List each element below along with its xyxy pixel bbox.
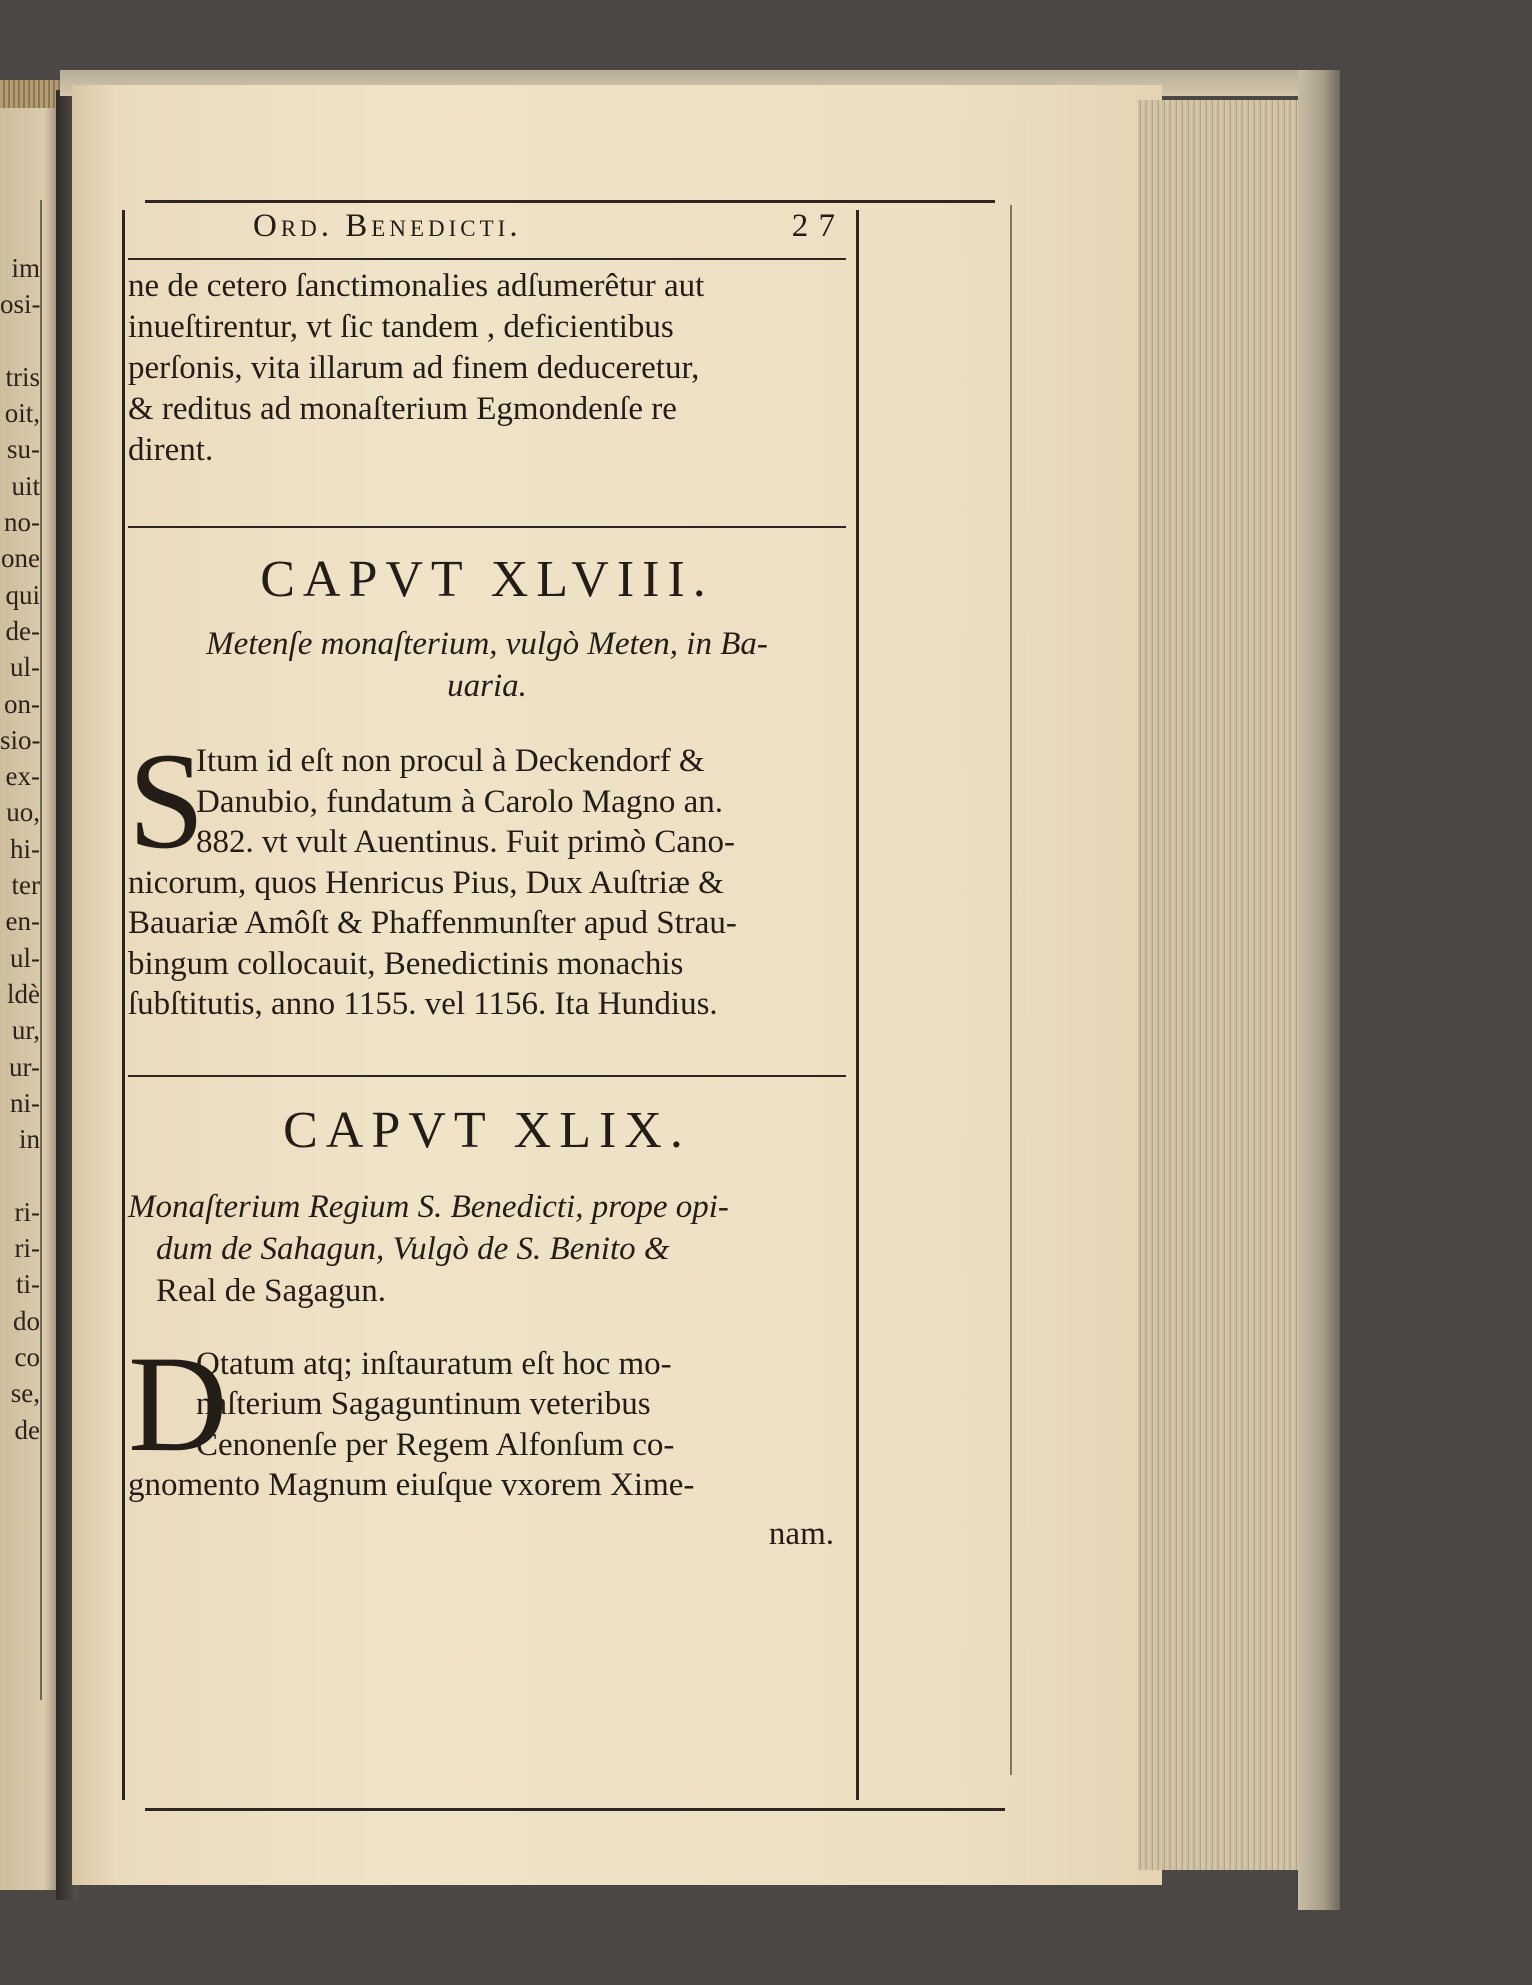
subtitle-line: Metenſe monaſterium, vulgò Meten, in Ba- <box>206 626 768 662</box>
margin-fragment: su- <box>7 434 40 465</box>
text-line: naſterium Sagaguntinum veteribus <box>196 1386 651 1422</box>
margin-fragment <box>0 1157 40 1193</box>
chapter-48-subtitle <box>128 623 846 707</box>
chapter-49-heading: CAPVT XLIX. <box>283 1101 691 1159</box>
text-line: & reditus ad monaſterium Egmondenſe re <box>128 391 677 427</box>
margin-fragment: ur, <box>11 1015 40 1046</box>
margin-fragment: de- <box>5 615 40 646</box>
frame-outer-right-line <box>1010 205 1012 1775</box>
margin-fragment: de <box>14 1414 40 1445</box>
subtitle-line: uaria. <box>447 668 527 704</box>
margin-fragment: ni- <box>10 1087 40 1118</box>
margin-fragment: qui <box>5 579 40 610</box>
page-content <box>128 208 846 1553</box>
margin-fragment: ldè <box>7 978 40 1009</box>
margin-fragment: ri- <box>14 1196 40 1227</box>
margin-fragment: en- <box>5 906 40 937</box>
text-line: bingum collocauit, Benedictinis monachis <box>128 945 684 982</box>
text-line: ſubſtitutis, anno 1155. vel 1156. Ita Hundius. <box>128 986 718 1022</box>
margin-fragment: uo, <box>6 797 40 828</box>
text-line: inueſtirentur, vt ſic tandem , deficientibus <box>128 309 674 345</box>
margin-fragment: oit, <box>4 398 40 429</box>
subtitle-line: Real de Sagagun. <box>156 1272 387 1309</box>
left-page-text-fragments <box>0 250 40 1448</box>
margin-fragment: hi- <box>10 833 40 864</box>
margin-fragment: osi- <box>0 289 40 320</box>
page-stack-edges <box>1138 100 1298 1870</box>
text-line: Itum id eſt non procul à Deckendorf & <box>196 743 705 779</box>
margin-fragment: no- <box>4 507 40 538</box>
header-rule <box>128 258 846 260</box>
margin-fragment: ri- <box>14 1233 40 1264</box>
margin-fragment: se, <box>10 1378 40 1409</box>
folio-number: 2 7 <box>791 208 836 244</box>
margin-fragment: ex- <box>5 761 40 792</box>
text-line: Otatum atq; inſtauratum eſt hoc mo- <box>196 1345 672 1382</box>
text-line: gnomento Magnum eiuſque vxorem Xime- <box>128 1467 695 1503</box>
text-line: nicorum, quos Henricus Pius, Dux Auſtriæ & <box>128 864 724 901</box>
margin-fragment: im <box>11 253 40 283</box>
drop-cap: S <box>128 724 205 877</box>
text-line: Cenonenſe per Regem Alfonſum co- <box>196 1426 675 1463</box>
running-header <box>128 208 846 258</box>
left-page-edge <box>0 80 64 108</box>
frame-top-rule <box>145 200 995 203</box>
chapter-48-heading: CAPVT XLVIII. <box>260 551 714 608</box>
margin-fragment: tris <box>5 361 40 392</box>
text-line: perſonis, vita illarum ad finem deduceretur, <box>128 350 700 386</box>
chapter-49-subtitle <box>128 1186 846 1312</box>
margin-fragment: do <box>13 1305 40 1336</box>
frame-bottom-rule <box>145 1808 1005 1811</box>
text-line: 882. vt vult Auentinus. Fuit primò Cano- <box>196 824 736 860</box>
running-title: Ord. Benedicti. <box>253 208 522 244</box>
margin-fragment: ur- <box>9 1051 40 1082</box>
margin-fragment: in <box>18 1124 40 1155</box>
subtitle-line: dum de Sahagun, Vulgò de S. Benito & <box>156 1230 670 1267</box>
margin-fragment: uit <box>11 470 40 501</box>
margin-fragment: ti- <box>16 1269 40 1300</box>
margin-fragment <box>0 323 40 359</box>
margin-fragment: co <box>14 1341 40 1372</box>
frame-right-line <box>856 210 859 1800</box>
chapter-48-paragraph <box>128 724 846 1025</box>
margin-fragment: on- <box>4 688 40 719</box>
margin-fragment: sio- <box>0 724 40 755</box>
text-line: Bauariæ Amôſt & Phaffenmunſter apud Strau- <box>128 905 737 941</box>
margin-fragment: one <box>1 543 40 574</box>
chapter-49-paragraph <box>128 1326 846 1506</box>
subtitle-line: Monaſterium Regium S. Benedicti, prope opi- <box>128 1188 729 1225</box>
catchword: nam. <box>768 1515 834 1552</box>
drop-cap: D <box>128 1326 228 1480</box>
left-page-frame-line <box>40 200 42 1700</box>
margin-fragment: ul- <box>10 942 40 973</box>
margin-fragment: ter <box>11 870 40 901</box>
frame-left-line <box>122 210 125 1800</box>
section-rule <box>128 526 846 528</box>
text-line: dirent. <box>128 432 214 468</box>
section-rule <box>128 1075 846 1077</box>
text-line: ne de cetero ſanctimonalies adſumerêtur aut <box>128 268 705 304</box>
continuation-paragraph <box>128 266 846 471</box>
margin-fragment: ul- <box>10 652 40 683</box>
text-line: Danubio, fundatum à Carolo Magno an. <box>196 783 723 820</box>
cover-right-edge <box>1298 70 1340 1910</box>
